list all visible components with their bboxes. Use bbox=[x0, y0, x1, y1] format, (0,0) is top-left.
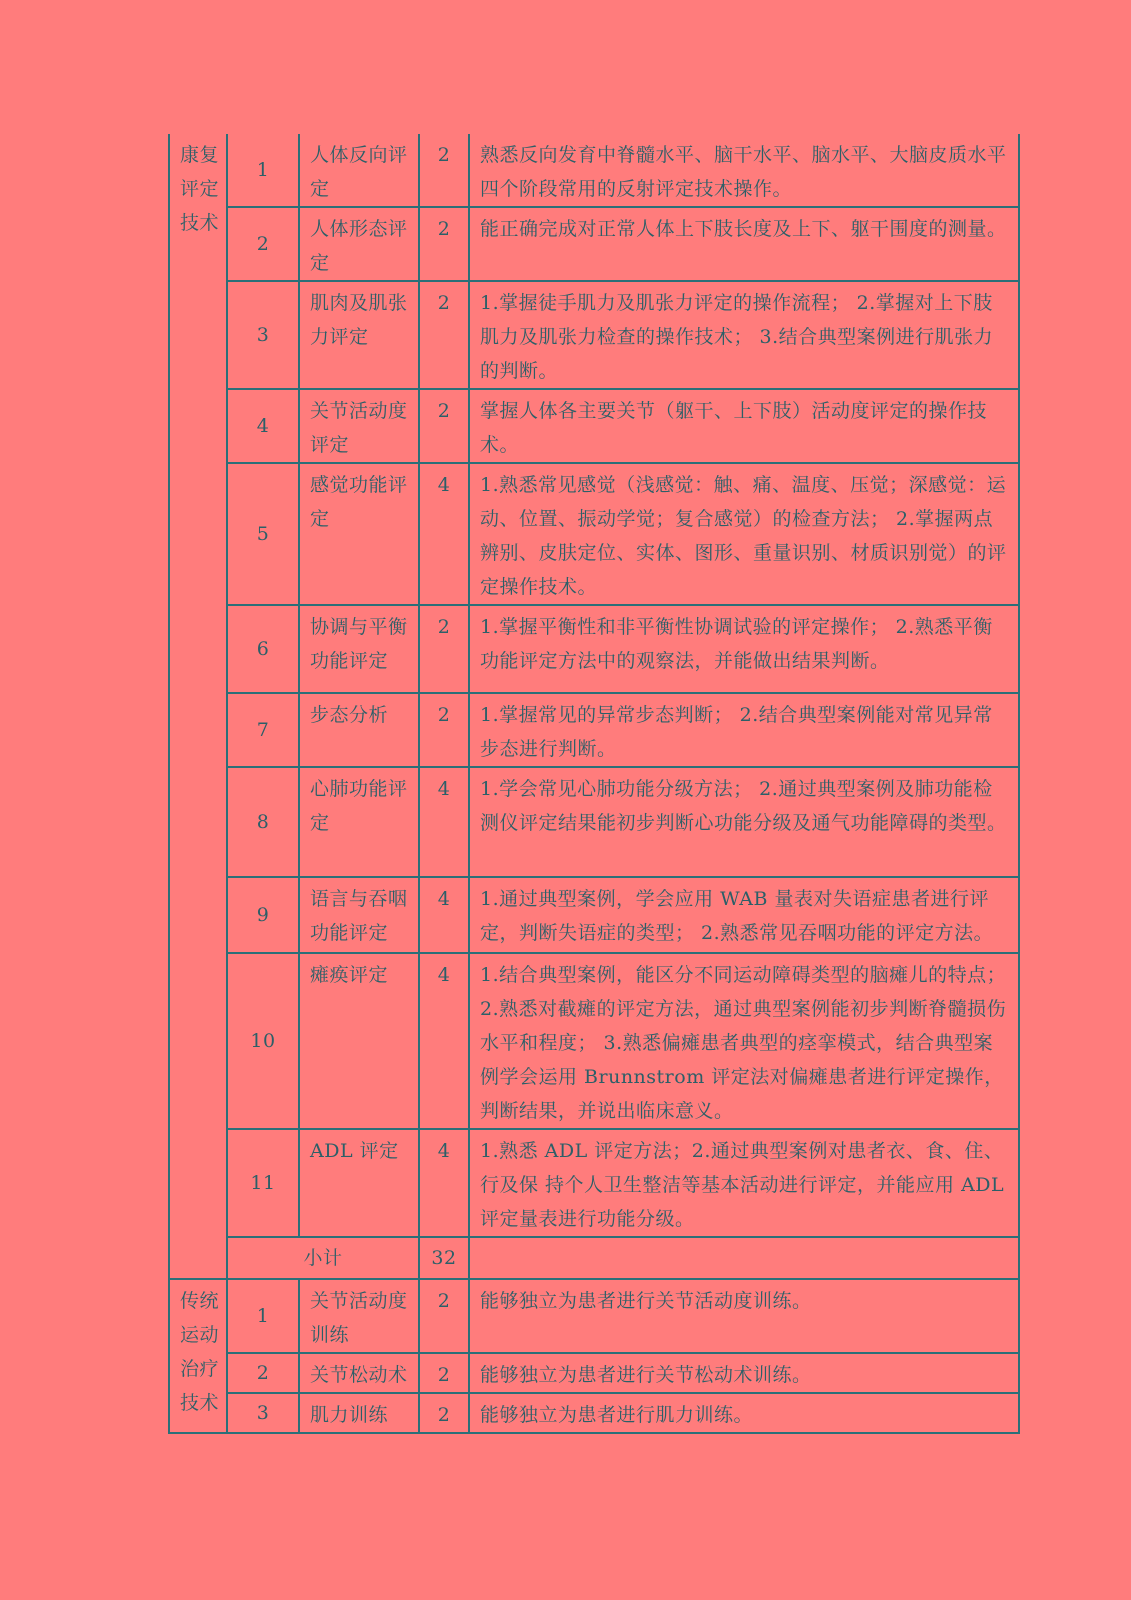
item-hours: 2 bbox=[419, 207, 469, 281]
row-number: 6 bbox=[227, 605, 299, 693]
row-number: 1 bbox=[227, 134, 299, 207]
item-hours: 2 bbox=[419, 1393, 469, 1433]
item-hours: 2 bbox=[419, 134, 469, 207]
item-requirement: 1.掌握徒手肌力及肌张力评定的操作流程； 2.掌握对上下肢肌力及肌张力检查的操作技术； 3.结合典型案例进行肌张力的判断。 bbox=[469, 281, 1019, 389]
item-requirement: 1.掌握平衡性和非平衡性协调试验的评定操作； 2.熟悉平衡功能评定方法中的观察法，并能做出结果判断。 bbox=[469, 605, 1019, 693]
subtotal-empty bbox=[469, 1237, 1019, 1279]
table-row bbox=[169, 389, 1019, 463]
module-name: 康复评定技术 bbox=[180, 144, 220, 234]
item-hours: 2 bbox=[419, 281, 469, 389]
module-name-cell bbox=[169, 1279, 227, 1433]
row-number: 10 bbox=[227, 953, 299, 1129]
row-number: 3 bbox=[227, 1393, 299, 1433]
item-hours: 2 bbox=[419, 1353, 469, 1393]
item-requirement: 熟悉反向发育中脊髓水平、脑干水平、脑水平、大脑皮质水平四个阶段常用的反射评定技术操作。 bbox=[469, 134, 1019, 207]
item-name: 步态分析 bbox=[299, 693, 419, 767]
item-name: 人体反向评定 bbox=[299, 134, 419, 207]
row-number: 9 bbox=[227, 877, 299, 953]
row-number: 1 bbox=[227, 1279, 299, 1353]
subtotal-hours: 32 bbox=[419, 1237, 469, 1279]
item-hours: 2 bbox=[419, 693, 469, 767]
item-name: 关节松动术 bbox=[299, 1353, 419, 1393]
syllabus-table bbox=[168, 134, 1020, 1434]
table-row bbox=[169, 605, 1019, 693]
item-hours: 4 bbox=[419, 953, 469, 1129]
item-name: 关节活动度训练 bbox=[299, 1279, 419, 1353]
item-hours: 4 bbox=[419, 767, 469, 877]
item-name: 语言与吞咽功能评定 bbox=[299, 877, 419, 953]
table-row bbox=[169, 463, 1019, 605]
item-name: 肌肉及肌张力评定 bbox=[299, 281, 419, 389]
item-requirement: 1.学会常见心肺功能分级方法； 2.通过典型案例及肺功能检测仪评定结果能初步判断心功能分级及通气功能障碍的类型。 bbox=[469, 767, 1019, 877]
row-number: 2 bbox=[227, 207, 299, 281]
table-row bbox=[169, 134, 1019, 207]
item-hours: 4 bbox=[419, 877, 469, 953]
table-row bbox=[169, 877, 1019, 953]
row-number: 7 bbox=[227, 693, 299, 767]
item-name: 感觉功能评定 bbox=[299, 463, 419, 605]
module-name: 传统运动治疗技术 bbox=[180, 1290, 220, 1414]
item-name: 肌力训练 bbox=[299, 1393, 419, 1433]
item-requirement: 能正确完成对正常人体上下肢长度及上下、躯干围度的测量。 bbox=[469, 207, 1019, 281]
table-row bbox=[169, 1129, 1019, 1237]
item-requirement: 能够独立为患者进行关节活动度训练。 bbox=[469, 1279, 1019, 1353]
table-row bbox=[169, 693, 1019, 767]
row-number: 5 bbox=[227, 463, 299, 605]
item-name: 瘫痪评定 bbox=[299, 953, 419, 1129]
item-requirement: 掌握人体各主要关节（躯干、上下肢）活动度评定的操作技术。 bbox=[469, 389, 1019, 463]
table-row bbox=[169, 953, 1019, 1129]
row-number: 3 bbox=[227, 281, 299, 389]
table-row bbox=[169, 1279, 1019, 1353]
item-requirement: 1.熟悉常见感觉（浅感觉：触、痛、温度、压觉；深感觉：运动、位置、振动学觉；复合感觉）的检查方法； 2.掌握两点辨别、皮肤定位、实体、图形、重量识别、材质识别觉）的评定操作技术。 bbox=[469, 463, 1019, 605]
module-name-cell bbox=[169, 134, 227, 1279]
item-requirement: 1.掌握常见的异常步态判断； 2.结合典型案例能对常见异常步态进行判断。 bbox=[469, 693, 1019, 767]
item-hours: 4 bbox=[419, 1129, 469, 1237]
item-name: 关节活动度评定 bbox=[299, 389, 419, 463]
item-requirement: 1.熟悉 ADL 评定方法；2.通过典型案例对患者衣、食、住、行及保 持个人卫生整洁等基本活动进行评定，并能应用 ADL 评定量表进行功能分级。 bbox=[469, 1129, 1019, 1237]
subtotal-row bbox=[169, 1237, 1019, 1279]
item-name: 心肺功能评定 bbox=[299, 767, 419, 877]
item-requirement: 1.通过典型案例，学会应用 WAB 量表对失语症患者进行评定，判断失语症的类型； 2.熟悉常见吞咽功能的评定方法。 bbox=[469, 877, 1019, 953]
table-row bbox=[169, 1353, 1019, 1393]
table-row bbox=[169, 207, 1019, 281]
item-hours: 2 bbox=[419, 605, 469, 693]
item-name: 协调与平衡功能评定 bbox=[299, 605, 419, 693]
item-requirement: 1.结合典型案例，能区分不同运动障碍类型的脑瘫儿的特点；2.熟悉对截瘫的评定方法，通过典型案例能初步判断脊髓损伤水平和程度； 3.熟悉偏瘫患者典型的痉挛模式，结合典型案例学会运用 Brunnstrom 评定法对偏瘫患者进行评定操作，判断结果，并说出临床意义。 bbox=[469, 953, 1019, 1129]
item-requirement: 能够独立为患者进行关节松动术训练。 bbox=[469, 1353, 1019, 1393]
item-hours: 2 bbox=[419, 389, 469, 463]
subtotal-label: 小计 bbox=[227, 1237, 419, 1279]
table-row bbox=[169, 281, 1019, 389]
table-row bbox=[169, 1393, 1019, 1433]
item-requirement: 能够独立为患者进行肌力训练。 bbox=[469, 1393, 1019, 1433]
table-row bbox=[169, 767, 1019, 877]
item-name: ADL 评定 bbox=[299, 1129, 419, 1237]
row-number: 8 bbox=[227, 767, 299, 877]
item-hours: 2 bbox=[419, 1279, 469, 1353]
item-hours: 4 bbox=[419, 463, 469, 605]
row-number: 11 bbox=[227, 1129, 299, 1237]
row-number: 2 bbox=[227, 1353, 299, 1393]
item-name: 人体形态评定 bbox=[299, 207, 419, 281]
row-number: 4 bbox=[227, 389, 299, 463]
